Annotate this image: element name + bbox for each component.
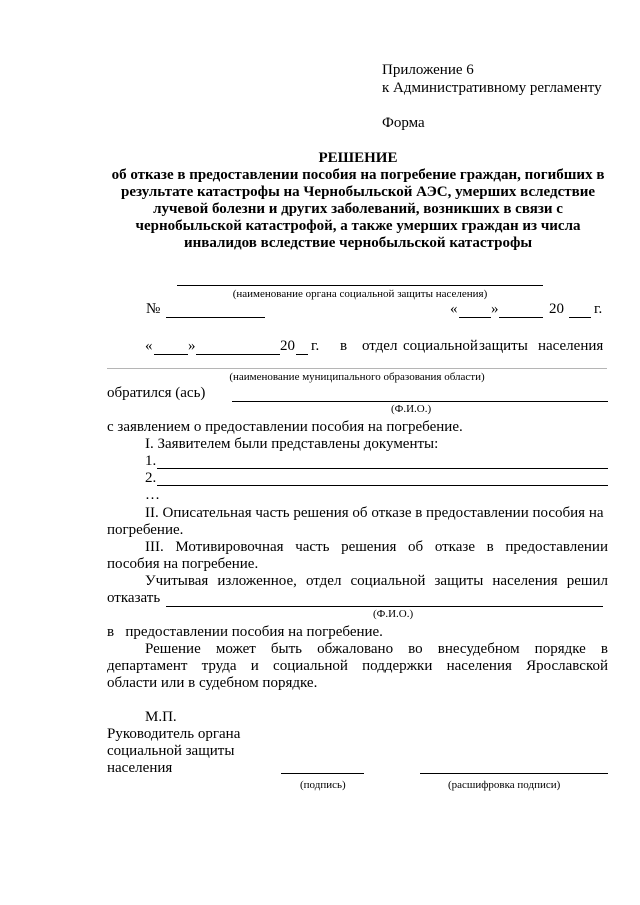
- appeal-line-1: Решение может быть обжаловано во внесудебном порядке в: [145, 641, 608, 657]
- date2-day-line: [154, 354, 188, 355]
- appendix-number: Приложение 6: [382, 62, 474, 78]
- form-label: Форма: [382, 115, 425, 131]
- municipal-line: [107, 368, 607, 369]
- head-title-line-2: социальной защиты: [107, 743, 235, 759]
- docs-ellipsis: …: [145, 487, 160, 503]
- date2-word-4: защиты: [479, 338, 528, 354]
- refuse-fio-line: [166, 606, 603, 607]
- stamp-place: М.П.: [145, 709, 177, 725]
- title-line-1: об отказе в предоставлении пособия на погребение граждан, погибших в: [111, 167, 605, 183]
- title-line-4: чернобыльской катастрофой, а также умерших граждан из числа: [135, 218, 581, 234]
- date-year-line: [569, 317, 591, 318]
- date2-year-line: [296, 354, 308, 355]
- date2-year: 20: [280, 338, 295, 354]
- applied-label: обратился (ась): [107, 385, 206, 401]
- refuse-fio-caption: (Ф.И.О.): [373, 608, 414, 620]
- doc-item-1-number: 1.: [145, 453, 157, 469]
- date2-quote-open: «: [145, 338, 153, 354]
- date-year-prefix: 20: [549, 301, 564, 317]
- statement-text: с заявлением о предоставлении пособия на погребение.: [107, 419, 463, 435]
- number-sign: №: [146, 301, 161, 317]
- date-month-line: [499, 317, 543, 318]
- title-line-3: лучевой болезни и других заболеваний, возникших в связи с: [153, 201, 563, 217]
- date2-word-2: отдел: [362, 338, 398, 354]
- title-line-5: инвалидов вследствие чернобыльской катастрофы: [183, 235, 533, 251]
- org-name-caption: (наименование органа социальной защиты населения): [232, 288, 488, 300]
- municipal-caption: (наименование муниципального образования области): [229, 371, 485, 383]
- head-title-line-3: населения: [107, 760, 173, 776]
- decision-heading: РЕШЕНИЕ: [318, 150, 398, 166]
- date2-month-line: [196, 354, 280, 355]
- date2-word-1: в: [340, 338, 348, 354]
- date-year-suffix: г.: [594, 301, 603, 317]
- section3-line-1: III. Мотивировочная часть решения об отказе в предоставлении: [145, 539, 608, 555]
- signature-caption: (подпись): [300, 779, 346, 791]
- date-quote-open: «: [450, 301, 458, 317]
- signature-decode-line: [420, 773, 608, 774]
- date2-quote-close: »: [188, 338, 196, 354]
- section2-line-2: погребение.: [107, 522, 184, 538]
- date-day-line: [459, 317, 491, 318]
- docs-intro: I. Заявителем были представлены документы:: [145, 436, 439, 452]
- applicant-fio-caption: (Ф.И.О.): [391, 403, 432, 415]
- number-line: [166, 317, 265, 318]
- applicant-fio-line: [232, 401, 608, 402]
- doc-item-2-number: 2.: [145, 470, 157, 486]
- signature-line: [281, 773, 364, 774]
- date2-word-3: социальной: [403, 338, 478, 354]
- org-name-line: [177, 285, 543, 286]
- section2-line-1: II. Описательная часть решения об отказе в предоставлении пособия на: [145, 505, 604, 521]
- appendix-reference: к Административному регламенту: [382, 80, 602, 96]
- appeal-line-3: области или в судебном порядке.: [107, 675, 318, 691]
- head-title-line-1: Руководитель органа: [107, 726, 241, 742]
- signature-decode-caption: (расшифровка подписи): [448, 779, 561, 791]
- considering-line-1: Учитывая изложенное, отдел социальной защиты населения решил: [145, 573, 608, 589]
- title-line-2: результате катастрофы на Чернобыльской АЭС, умерших вследствие: [121, 184, 595, 200]
- doc-item-2-line: [157, 485, 608, 486]
- considering-line-3: в предоставлении пособия на погребение.: [107, 624, 383, 640]
- doc-item-1-line: [157, 468, 608, 469]
- refuse-label: отказать: [107, 590, 161, 606]
- date2-g: г.: [311, 338, 320, 354]
- date2-word-5: населения: [538, 338, 604, 354]
- section3-line-2: пособия на погребение.: [107, 556, 259, 572]
- appeal-line-2: департамент труда и социальной поддержки населения Ярославской: [107, 658, 608, 674]
- date-quote-close: »: [491, 301, 499, 317]
